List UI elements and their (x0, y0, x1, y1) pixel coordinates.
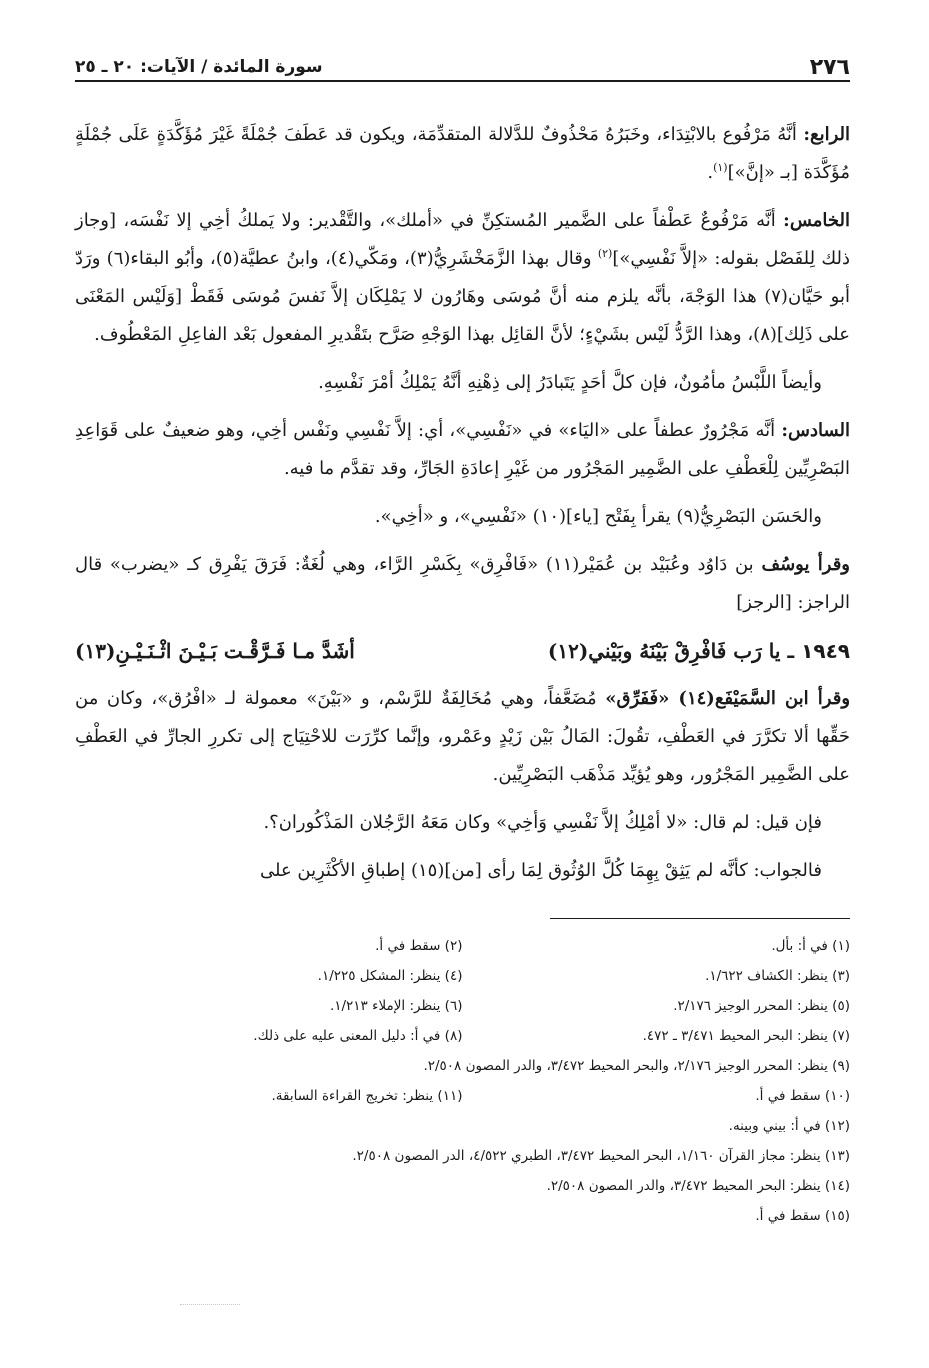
paragraph-lead: الرابع: (803, 124, 850, 145)
paragraph-text: أنَّه مَجْرُورٌ عطفاً على «اليَاء» في «نَفْسِي»، أي: إلاَّ نَفْسِي ونَفْس أخِي، وهو ضعيفٌ على قَوَاعِدِ البَصْرِيِّين لِلْعَطْفِ على الضَّمِير المَجْرُور من غَيْرِ إعادَةِ الجَارِّ، وقد تقدَّم ما فيه. (75, 420, 850, 479)
paragraph-tail: . (707, 162, 714, 183)
footnote: (١٤) ينظر: البحر المحيط ٣/٤٧٢، والدر المصون ٢/٥٠٨. (546, 1178, 850, 1194)
footnote: (١٢) في أ: بيني وبينه. (728, 1118, 850, 1134)
footnote-ref[interactable]: (١) (713, 161, 728, 174)
poem-first-hemistich-wrap (548, 632, 850, 670)
footnote-row (75, 1021, 850, 1051)
page-number: ٢٧٦ (809, 55, 850, 80)
paragraph-text: أنَّه مَرْفُوعٌ عَطْفاً على الضَّمير المُستكِنِّ في «أملك»، والتَّقْدير: ولا يَملكُ أخِي إلا نَفْسَه، [وجاز ذلك لِلفَصْل بقوله: «إلاَّ نَفْسِي»] (75, 210, 851, 269)
paragraph-text: وأيضاً اللَّبْسُ مأمُونٌ، فإن كلَّ أحَدٍ يَتَبادَرُ إلى ذِهْنِهِ أنَّهُ يَمْلِكُ أمْرَ نَفْسِهِ. (318, 372, 822, 393)
paragraph-text: أنَّهُ مَرْفُوع بالابْتِدَاء، وخَبَرُهُ مَحْذُوفٌ للدَّلالة المتقدِّمَة، ويكون قد عَطَفَ جُمْلَةً غَيْرَ مُؤَكَّدَةٍ عَلَى جُمْلَةٍ مُؤَكَّدَة [بـ «إنَّ»] (75, 124, 850, 183)
paragraph-text: والحَسَن البَصْرِيُّ(٩) يقرأ بِفَتْح [ياء](١٠) «نَفْسِي»، و «أخِي». (374, 506, 822, 527)
paragraph-question (75, 804, 850, 842)
footnote: (١٥) سقط في أ. (755, 1208, 850, 1224)
paragraph-yusuf (75, 546, 850, 622)
paragraph-also (75, 364, 850, 402)
paragraph-lead: الخامس: (783, 210, 850, 231)
footnote: (١١) ينظر: تخريج القراءة السابقة. (271, 1088, 463, 1104)
footnote-row (75, 931, 850, 961)
footnote: (٧) ينظر: البحر المحيط ٣/٤٧١ ـ ٤٧٢. (642, 1028, 850, 1044)
paragraph-text: فإن قيل: لم قال: «لا أمْلِكُ إلاَّ نَفْسِي وَأخِي» وكان مَعَهُ الرَّجُلان المَذْكُوران؟. (263, 812, 822, 833)
footnote-row (75, 961, 850, 991)
footnote-row (75, 991, 850, 1021)
paragraph-lead: وقرأ ابن السَّمَيْفَع(١٤) «فَفَرِّق» (605, 688, 851, 709)
poem-second-hemistich: أشَدَّ مـا فَـرَّقْـت بَـيْـنَ اثْـنَـيْـنِ(١٣) (75, 639, 355, 663)
paragraph-hasan (75, 498, 850, 536)
paragraph-fourth (75, 116, 850, 192)
paragraph-samayfa (75, 680, 850, 794)
paragraph-text: بن دَاوُد وعُبَيْد بن عُمَيْر(١١) «فَافْرِق» بِكَسْرِ الرَّاء، وهي لُغَةٌ: فَرَقَ يَفْرِق كـ «يضرب» قال الراجز: [الرجز] (75, 554, 850, 613)
main-text (75, 116, 850, 890)
footnote-ref[interactable]: (٢) (597, 247, 613, 260)
footnotes (75, 931, 850, 1231)
footnote: (١٠) سقط في أ. (755, 1088, 850, 1104)
footnote-row (75, 1051, 850, 1081)
poem-first-hemistich: يا رَب فَافْرِقْ بَيْنَهُ وبَيْني(١٢) (547, 639, 781, 663)
footnote-divider (550, 918, 850, 919)
footnote-row (75, 1201, 850, 1231)
paragraph-lead: وقرأ يوسُف (761, 554, 850, 575)
footnote-row (75, 1081, 850, 1111)
paragraph-lead: السادس: (781, 420, 850, 441)
footnote-row (75, 1171, 850, 1201)
paragraph-text: مُضَعَّفاً، وهي مُخَالِفَةٌ للرَّسْم، و «بَيْنَ» معمولة لـ «افْرُق»، وكان من حَقِّها ألا تكرَّرَ في العَطْفِ، تقُولَ: المَالُ بَيْن زَيْدٍ وعَمْرو، وإنَّما كرِّرَت للاحْتِيَاج إلى تكررِ الجارِّ في العَطْفِ على الضَّمِير المَجْرُور، وهو يُؤيِّد مَذْهَب البَصْرِيِّين. (75, 688, 850, 785)
footnote: (٢) سقط في أ. (375, 938, 463, 954)
paragraph-text: فالجواب: كأنَّه لم يَثِقْ بِهِمَا كُلَّ الوُثُوق لِمَا رأى [من](١٥) إطباقِ الأكْثَرِين على (259, 860, 822, 881)
footnote: (٨) في أ: دليل المعنى عليه على ذلك. (253, 1028, 463, 1044)
verse-number: ١٩٤٩ ـ (787, 639, 850, 663)
paragraph-fifth (75, 202, 850, 354)
page-header (75, 40, 850, 82)
footnote: (١) في أ: بأل. (771, 938, 850, 954)
paragraph-tail: وقال بهذا الزَّمَخْشَرِيُّ(٣)، ومَكّي(٤)، وابنُ عطيَّة(٥)، وأبُو البقاء(٦) ورَدّ أبو حَيَّان(٧) هذا الوَجْهَ، بأنَّه يلزم منه أنَّ مُوسَى وهَارُون لا يَمْلِكَان إلاَّ نَفسَ مُوسَى فَقَطْ [وَلَيْس المَعْنَى على ذَلِك](٨)، وهذا الرَّدُّ لَيْس بشَيْءٍ؛ لأنَّ القائِل بهذا الوَجْهِ صَرَّح بتَقْديرِ المفعول بَعْد الفاعِلِ المَعْطُوف. (75, 248, 850, 345)
paragraph-answer (75, 852, 850, 890)
footnote: (٥) ينظر: المحرر الوجيز ٢/١٧٦. (673, 998, 850, 1014)
running-title: سورة المائدة / الآيات: ٢٠ ـ ٢٥ (75, 57, 323, 77)
paragraph-sixth (75, 412, 850, 488)
footnote-row (75, 1111, 850, 1141)
footnote: (٤) ينظر: المشكل ١/٢٢٥. (317, 968, 463, 984)
scan-artifact (180, 1304, 240, 1313)
footnote: (٩) ينظر: المحرر الوجيز ٢/١٧٦، والبحر المحيط ٣/٤٧٢، والدر المصون ٢/٥٠٨. (423, 1058, 850, 1074)
poem-verse (75, 632, 850, 670)
footnote-row (75, 1141, 850, 1171)
book-page (75, 40, 850, 1231)
footnote: (٣) ينظر: الكشاف ١/٦٢٢. (705, 968, 850, 984)
footnote: (٦) ينظر: الإملاء ١/٢١٣. (329, 998, 463, 1014)
footnote: (١٣) ينظر: مجاز القرآن ١/١٦٠، البحر المحيط ٣/٤٧٢، الطبري ٤/٥٢٢، الدر المصون ٢/٥٠٨. (352, 1148, 850, 1164)
